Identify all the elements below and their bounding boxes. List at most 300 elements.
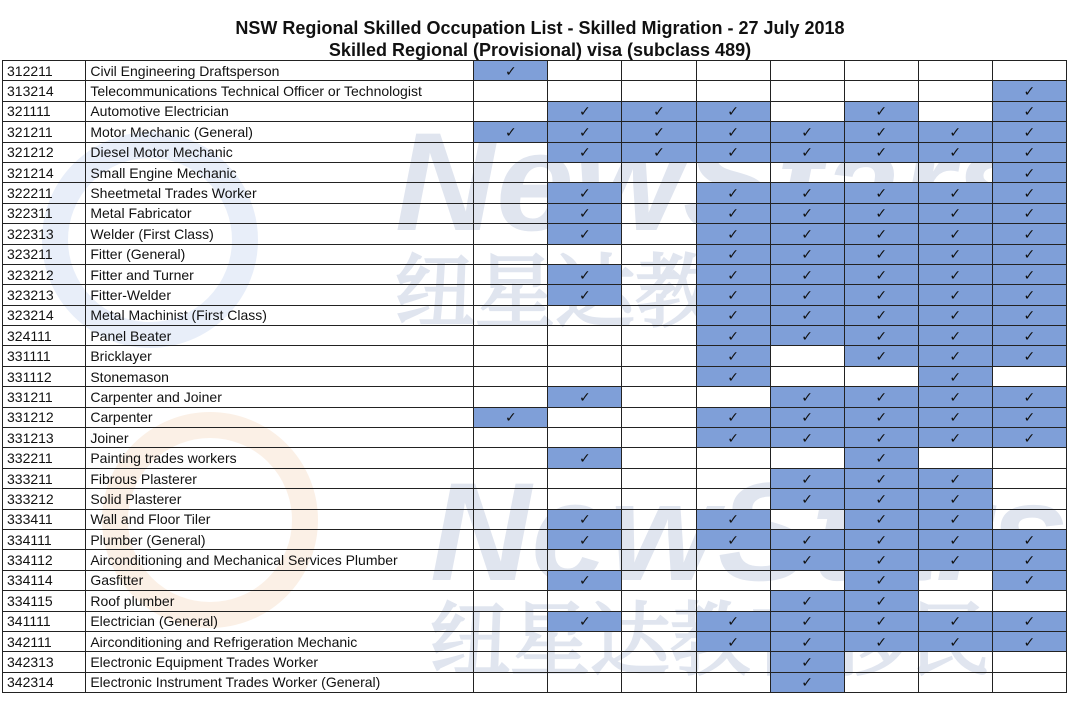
check-icon [844, 468, 918, 488]
check-icon [548, 142, 622, 162]
empty-cell [918, 570, 992, 590]
check-icon [474, 122, 548, 142]
table-row [3, 61, 1067, 81]
empty-cell [474, 183, 548, 203]
empty-cell [622, 407, 696, 427]
check-icon [770, 224, 844, 244]
empty-cell [622, 489, 696, 509]
check-icon [992, 101, 1066, 121]
empty-cell [548, 652, 622, 672]
empty-cell [474, 81, 548, 101]
empty-cell [844, 672, 918, 692]
empty-cell [770, 366, 844, 386]
empty-cell [992, 591, 1066, 611]
empty-cell [474, 101, 548, 121]
check-icon [918, 366, 992, 386]
empty-cell [622, 61, 696, 81]
check-icon [844, 285, 918, 305]
check-icon [918, 244, 992, 264]
occupation-code: 323214 [3, 305, 86, 325]
check-icon [918, 468, 992, 488]
occupation-code: 312211 [3, 61, 86, 81]
empty-cell [992, 468, 1066, 488]
check-icon [696, 142, 770, 162]
check-icon [918, 509, 992, 529]
occupation-name: Painting trades workers [86, 448, 474, 468]
occupation-code: 331211 [3, 387, 86, 407]
empty-cell [992, 672, 1066, 692]
empty-cell [696, 448, 770, 468]
occupation-code: 342314 [3, 672, 86, 692]
empty-cell [844, 652, 918, 672]
check-icon [770, 264, 844, 284]
occupation-name: Plumber (General) [86, 529, 474, 549]
check-icon [548, 224, 622, 244]
check-icon [474, 407, 548, 427]
check-icon [622, 101, 696, 121]
check-icon [844, 346, 918, 366]
check-icon [918, 305, 992, 325]
occupation-name: Telecommunications Technical Officer or Technologist [86, 81, 474, 101]
occupation-code: 322211 [3, 183, 86, 203]
check-icon [844, 529, 918, 549]
watermark-chinese: 纽星达教育移民 [395, 246, 955, 339]
empty-cell [696, 652, 770, 672]
occupation-name: Gasfitter [86, 570, 474, 590]
check-icon [548, 183, 622, 203]
check-icon [992, 285, 1066, 305]
check-icon [992, 183, 1066, 203]
check-icon [696, 305, 770, 325]
empty-cell [918, 672, 992, 692]
empty-cell [622, 468, 696, 488]
occupation-code: 321214 [3, 162, 86, 182]
check-icon [844, 550, 918, 570]
check-icon [844, 244, 918, 264]
empty-cell [992, 509, 1066, 529]
check-icon [918, 611, 992, 631]
check-icon [844, 428, 918, 448]
empty-cell [474, 244, 548, 264]
check-icon [770, 326, 844, 346]
empty-cell [696, 387, 770, 407]
empty-cell [474, 326, 548, 346]
occupation-name: Carpenter [86, 407, 474, 427]
occupation-name: Welder (First Class) [86, 224, 474, 244]
occupation-table-body [3, 61, 1067, 693]
check-icon [696, 244, 770, 264]
occupation-name: Stonemason [86, 366, 474, 386]
occupation-name: Electronic Equipment Trades Worker [86, 652, 474, 672]
check-icon [992, 570, 1066, 590]
empty-cell [474, 570, 548, 590]
check-icon [992, 203, 1066, 223]
empty-cell [696, 591, 770, 611]
empty-cell [622, 326, 696, 346]
check-icon [548, 509, 622, 529]
empty-cell [770, 81, 844, 101]
empty-cell [474, 652, 548, 672]
check-icon [844, 101, 918, 121]
empty-cell [992, 448, 1066, 468]
empty-cell [696, 550, 770, 570]
empty-cell [770, 61, 844, 81]
occupation-code: 334111 [3, 529, 86, 549]
check-icon [992, 631, 1066, 651]
check-icon [770, 489, 844, 509]
check-icon [918, 407, 992, 427]
check-icon [548, 529, 622, 549]
empty-cell [548, 672, 622, 692]
check-icon [770, 244, 844, 264]
empty-cell [918, 81, 992, 101]
table-row [3, 529, 1067, 549]
empty-cell [474, 428, 548, 448]
empty-cell [474, 672, 548, 692]
check-icon [844, 509, 918, 529]
check-icon [992, 428, 1066, 448]
table-row [3, 81, 1067, 101]
occupation-name: Electrician (General) [86, 611, 474, 631]
empty-cell [696, 489, 770, 509]
check-icon [992, 244, 1066, 264]
empty-cell [622, 570, 696, 590]
table-row [3, 244, 1067, 264]
check-icon [918, 529, 992, 549]
empty-cell [622, 183, 696, 203]
table-row [3, 428, 1067, 448]
table-row [3, 224, 1067, 244]
empty-cell [844, 162, 918, 182]
check-icon [696, 611, 770, 631]
check-icon [770, 183, 844, 203]
check-icon [844, 122, 918, 142]
table-row [3, 142, 1067, 162]
occupation-code: 331112 [3, 366, 86, 386]
occupation-code: 334112 [3, 550, 86, 570]
empty-cell [548, 305, 622, 325]
check-icon [696, 509, 770, 529]
occupation-name: Carpenter and Joiner [86, 387, 474, 407]
check-icon [770, 142, 844, 162]
occupation-name: Joiner [86, 428, 474, 448]
occupation-code: 323213 [3, 285, 86, 305]
empty-cell [474, 489, 548, 509]
check-icon [770, 305, 844, 325]
table-row [3, 611, 1067, 631]
check-icon [844, 611, 918, 631]
empty-cell [992, 652, 1066, 672]
occupation-name: Civil Engineering Draftsperson [86, 61, 474, 81]
check-icon [844, 591, 918, 611]
empty-cell [622, 203, 696, 223]
occupation-table [2, 60, 1067, 693]
watermark-text: NewStars [395, 103, 1034, 260]
empty-cell [548, 407, 622, 427]
check-icon [696, 326, 770, 346]
empty-cell [696, 162, 770, 182]
check-icon [696, 346, 770, 366]
empty-cell [622, 591, 696, 611]
check-icon [474, 61, 548, 81]
check-icon [844, 142, 918, 162]
check-icon [918, 631, 992, 651]
check-icon [844, 448, 918, 468]
occupation-name: Electronic Instrument Trades Worker (General) [86, 672, 474, 692]
check-icon [696, 101, 770, 121]
empty-cell [548, 591, 622, 611]
check-icon [918, 224, 992, 244]
check-icon [770, 550, 844, 570]
occupation-code: 321111 [3, 101, 86, 121]
empty-cell [844, 366, 918, 386]
empty-cell [474, 224, 548, 244]
empty-cell [696, 81, 770, 101]
occupation-code: 333411 [3, 509, 86, 529]
empty-cell [992, 489, 1066, 509]
check-icon [844, 203, 918, 223]
empty-cell [770, 162, 844, 182]
empty-cell [622, 224, 696, 244]
empty-cell [622, 346, 696, 366]
empty-cell [770, 101, 844, 121]
occupation-code: 332211 [3, 448, 86, 468]
check-icon [918, 142, 992, 162]
check-icon [992, 224, 1066, 244]
check-icon [770, 611, 844, 631]
check-icon [918, 264, 992, 284]
occupation-code: 342111 [3, 631, 86, 651]
check-icon [770, 285, 844, 305]
empty-cell [474, 346, 548, 366]
check-icon [992, 81, 1066, 101]
check-icon [918, 489, 992, 509]
occupation-code: 331212 [3, 407, 86, 427]
check-icon [844, 183, 918, 203]
occupation-name: Bricklayer [86, 346, 474, 366]
occupation-name: Automotive Electrician [86, 101, 474, 121]
occupation-name: Airconditioning and Refrigeration Mechanic [86, 631, 474, 651]
empty-cell [622, 509, 696, 529]
empty-cell [622, 305, 696, 325]
occupation-name: Motor Mechanic (General) [86, 122, 474, 142]
empty-cell [918, 101, 992, 121]
table-row [3, 550, 1067, 570]
empty-cell [474, 448, 548, 468]
check-icon [770, 203, 844, 223]
check-icon [992, 611, 1066, 631]
empty-cell [548, 550, 622, 570]
check-icon [918, 428, 992, 448]
table-row [3, 489, 1067, 509]
check-icon [770, 529, 844, 549]
check-icon [992, 305, 1066, 325]
empty-cell [622, 81, 696, 101]
occupation-code: 341111 [3, 611, 86, 631]
check-icon [918, 203, 992, 223]
empty-cell [918, 591, 992, 611]
check-icon [844, 305, 918, 325]
occupation-code: 333211 [3, 468, 86, 488]
occupation-name: Solid Plasterer [86, 489, 474, 509]
occupation-code: 342313 [3, 652, 86, 672]
empty-cell [474, 203, 548, 223]
check-icon [548, 122, 622, 142]
check-icon [696, 529, 770, 549]
check-icon [770, 631, 844, 651]
empty-cell [548, 468, 622, 488]
empty-cell [548, 366, 622, 386]
empty-cell [696, 672, 770, 692]
check-icon [918, 387, 992, 407]
occupation-name: Fitter-Welder [86, 285, 474, 305]
occupation-code: 331111 [3, 346, 86, 366]
table-row [3, 509, 1067, 529]
occupation-name: Metal Fabricator [86, 203, 474, 223]
check-icon [548, 203, 622, 223]
check-icon [696, 366, 770, 386]
occupation-code: 334114 [3, 570, 86, 590]
occupation-code: 321211 [3, 122, 86, 142]
empty-cell [474, 162, 548, 182]
check-icon [992, 550, 1066, 570]
table-row [3, 305, 1067, 325]
empty-cell [474, 529, 548, 549]
check-icon [548, 448, 622, 468]
empty-cell [770, 448, 844, 468]
empty-cell [622, 387, 696, 407]
occupation-name: Airconditioning and Mechanical Services Plumber [86, 550, 474, 570]
occupation-name: Fitter and Turner [86, 264, 474, 284]
check-icon [992, 264, 1066, 284]
check-icon [696, 285, 770, 305]
table-row [3, 264, 1067, 284]
check-icon [770, 428, 844, 448]
check-icon [622, 122, 696, 142]
empty-cell [696, 570, 770, 590]
check-icon [622, 142, 696, 162]
table-row [3, 387, 1067, 407]
check-icon [992, 529, 1066, 549]
empty-cell [770, 346, 844, 366]
table-row [3, 652, 1067, 672]
empty-cell [474, 631, 548, 651]
occupation-name: Diesel Motor Mechanic [86, 142, 474, 162]
empty-cell [474, 550, 548, 570]
check-icon [918, 550, 992, 570]
table-row [3, 570, 1067, 590]
empty-cell [992, 366, 1066, 386]
check-icon [918, 326, 992, 346]
occupation-code: 323211 [3, 244, 86, 264]
check-icon [992, 326, 1066, 346]
check-icon [770, 387, 844, 407]
empty-cell [474, 387, 548, 407]
empty-cell [548, 428, 622, 448]
empty-cell [474, 366, 548, 386]
occupation-code: 313214 [3, 81, 86, 101]
check-icon [992, 162, 1066, 182]
check-icon [992, 142, 1066, 162]
table-row [3, 346, 1067, 366]
check-icon [992, 407, 1066, 427]
table-row [3, 407, 1067, 427]
empty-cell [474, 611, 548, 631]
check-icon [992, 387, 1066, 407]
empty-cell [622, 244, 696, 264]
check-icon [918, 122, 992, 142]
table-row [3, 672, 1067, 692]
check-icon [844, 224, 918, 244]
table-row [3, 631, 1067, 651]
empty-cell [474, 468, 548, 488]
empty-cell [844, 81, 918, 101]
table-row [3, 183, 1067, 203]
empty-cell [696, 468, 770, 488]
occupation-code: 323212 [3, 264, 86, 284]
check-icon [844, 264, 918, 284]
empty-cell [918, 61, 992, 81]
check-icon [918, 285, 992, 305]
occupation-code: 331213 [3, 428, 86, 448]
check-icon [844, 407, 918, 427]
check-icon [696, 631, 770, 651]
check-icon [696, 122, 770, 142]
empty-cell [622, 366, 696, 386]
empty-cell [548, 489, 622, 509]
occupation-name: Small Engine Mechanic [86, 162, 474, 182]
empty-cell [548, 244, 622, 264]
empty-cell [622, 611, 696, 631]
empty-cell [548, 631, 622, 651]
check-icon [844, 489, 918, 509]
occupation-name: Wall and Floor Tiler [86, 509, 474, 529]
empty-cell [548, 162, 622, 182]
occupation-code: 322313 [3, 224, 86, 244]
empty-cell [992, 61, 1066, 81]
check-icon [770, 407, 844, 427]
check-icon [548, 101, 622, 121]
table-row [3, 326, 1067, 346]
page-title: NSW Regional Skilled Occupation List - Skilled Migration - 27 July 2018 [235, 18, 845, 38]
check-icon [696, 428, 770, 448]
check-icon [548, 387, 622, 407]
check-icon [992, 346, 1066, 366]
check-icon [844, 387, 918, 407]
occupation-name: Sheetmetal Trades Worker [86, 183, 474, 203]
check-icon [548, 570, 622, 590]
occupation-code: 334115 [3, 591, 86, 611]
empty-cell [548, 81, 622, 101]
empty-cell [622, 162, 696, 182]
empty-cell [622, 672, 696, 692]
occupation-code: 333212 [3, 489, 86, 509]
occupation-name: Fitter (General) [86, 244, 474, 264]
occupation-name: Panel Beater [86, 326, 474, 346]
check-icon [696, 183, 770, 203]
table-row [3, 203, 1067, 223]
check-icon [770, 122, 844, 142]
empty-cell [474, 142, 548, 162]
check-icon [770, 591, 844, 611]
empty-cell [918, 162, 992, 182]
check-icon [770, 652, 844, 672]
check-icon [918, 183, 992, 203]
empty-cell [622, 264, 696, 284]
empty-cell [622, 448, 696, 468]
check-icon [548, 285, 622, 305]
check-icon [770, 672, 844, 692]
